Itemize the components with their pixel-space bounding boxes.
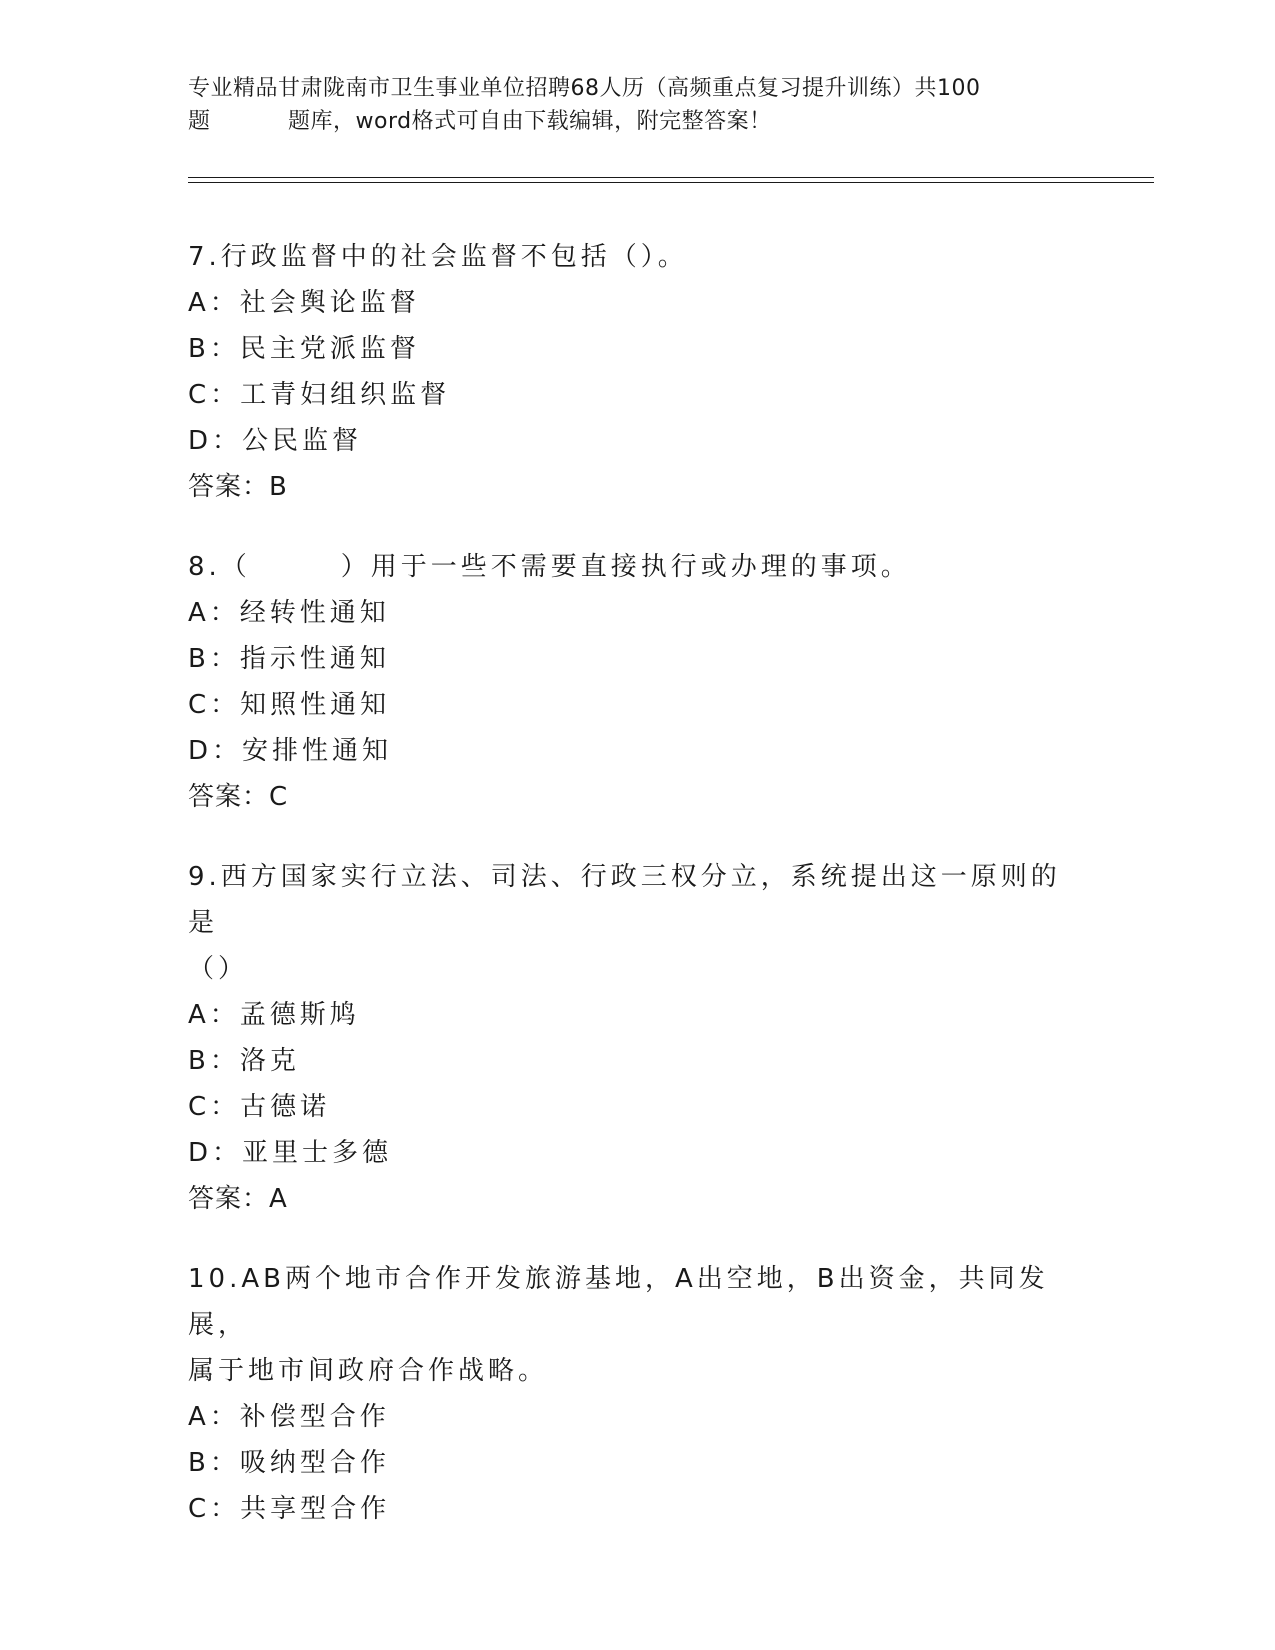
option-b: B：民主党派监督: [188, 334, 420, 364]
question-stem: 10.AB两个地市合作开发旅游基地，A出空地，B出资金，共同发展，: [188, 1264, 1049, 1340]
question-stem-continuation: （）: [188, 954, 249, 984]
answer: 答案：C: [188, 782, 289, 812]
option-a: A：经转性通知: [188, 598, 390, 628]
answer: 答案：A: [188, 1184, 288, 1214]
question-stem: 9.西方国家实行立法、司法、行政三权分立，系统提出这一原则的是: [188, 862, 1061, 938]
question-stem-continuation: 属于地市间政府合作战略。: [188, 1356, 549, 1386]
option-a: A：孟德斯鸠: [188, 1000, 360, 1030]
header-divider-bottom: [188, 182, 1154, 183]
option-d: D：安排性通知: [188, 736, 393, 766]
question-stem: 7.行政监督中的社会监督不包括（）。: [188, 242, 688, 272]
option-c: C：古德诺: [188, 1092, 331, 1122]
question-7: [188, 234, 1088, 510]
question-stem: 8.（ ）用于一些不需要直接执行或办理的事项。: [188, 552, 911, 582]
option-c: C：工青妇组织监督: [188, 380, 451, 410]
header-line-2-start: 题: [188, 109, 211, 134]
option-a: A：补偿型合作: [188, 1402, 390, 1432]
question-8: [188, 544, 1088, 820]
option-d: D：亚里士多德: [188, 1138, 393, 1168]
option-c: C：共享型合作: [188, 1494, 391, 1524]
option-c: C：知照性通知: [188, 690, 391, 720]
header-line-2-rest: 题库，word格式可自由下载编辑，附完整答案！: [288, 109, 772, 134]
header-divider-top: [188, 177, 1154, 178]
answer: 答案：B: [188, 472, 288, 502]
question-10: [188, 1256, 1088, 1532]
option-b: B：洛克: [188, 1046, 300, 1076]
option-b: B：吸纳型合作: [188, 1448, 390, 1478]
header-line-2: [188, 105, 1088, 138]
question-list: [188, 234, 1088, 1566]
header-line-1: 专业精品甘肃陇南市卫生事业单位招聘68人历（高频重点复习提升训练）共100: [188, 76, 981, 101]
option-b: B：指示性通知: [188, 644, 390, 674]
document-header: [188, 72, 1088, 138]
option-d: D：公民监督: [188, 426, 363, 456]
option-a: A：社会舆论监督: [188, 288, 420, 318]
question-9: [188, 854, 1088, 1222]
